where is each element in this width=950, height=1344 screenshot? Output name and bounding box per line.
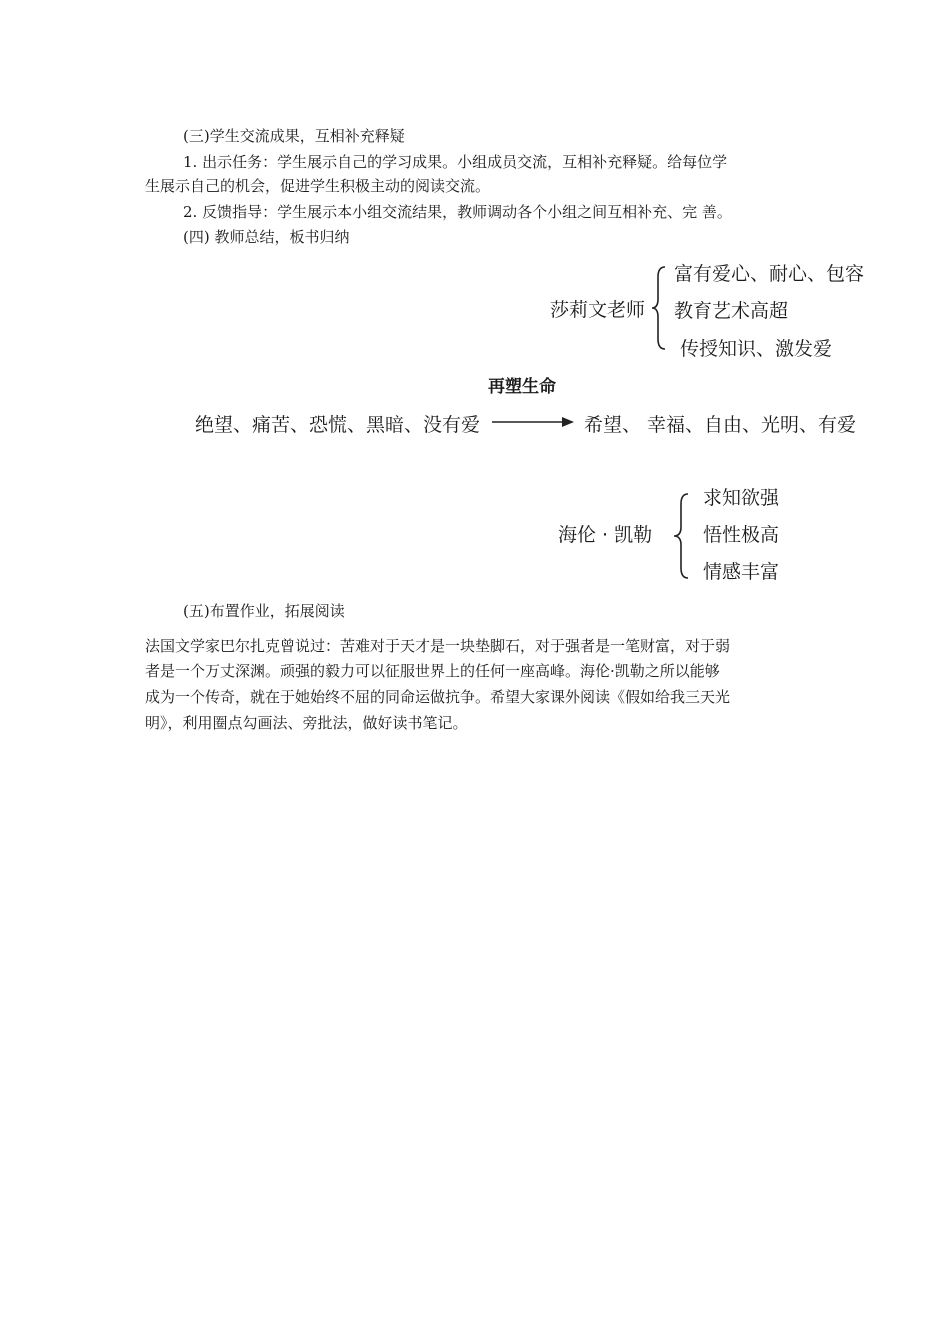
helen-trait-1: 求知欲强	[703, 487, 780, 509]
section3-item1-line2: 生展示自己的机会，促进学生积极主动的阅读交流。	[145, 177, 491, 195]
section5-line-2: 者是一个万丈深渊。顽强的毅力可以征服世界上的任何一座高峰。海伦·凯勒之所以能够	[145, 662, 720, 680]
section3-heading: (三)学生交流成果，互相补充释疑	[183, 127, 405, 145]
arrow-right-icon	[490, 412, 576, 432]
teacher-trait-3: 传授知识、激发爱	[680, 338, 833, 360]
after-state: 希望、 幸福、自由、光明、有爱	[584, 414, 857, 436]
helen-trait-2: 悟性极高	[703, 524, 780, 546]
section3-item2: 2. 反馈指导：学生展示本小组交流结果，教师调动各个小组之间互相补充、完 善。	[183, 203, 732, 221]
helen-name: 海伦 · 凯勒	[558, 524, 653, 546]
helen-trait-3: 情感丰富	[703, 561, 780, 583]
section3-item1-line1: 1. 出示任务：学生展示自己的学习成果。小组成员交流，互相补充释疑。给每位学	[183, 153, 728, 171]
helen-brace-icon	[672, 490, 692, 582]
section5-heading: (五)布置作业，拓展阅读	[183, 602, 345, 620]
board-title: 再塑生命	[488, 377, 556, 397]
section5-line-4: 明》，利用圈点勾画法、旁批法，做好读书笔记。	[145, 714, 468, 732]
section5-line-1: 法国文学家巴尔扎克曾说过：苦难对于天才是一块垫脚石，对于强者是一笔财富，对于弱	[145, 637, 731, 655]
teacher-trait-1: 富有爱心、耐心、包容	[674, 263, 865, 285]
before-state: 绝望、痛苦、恐慌、黑暗、没有爱	[195, 414, 481, 436]
teacher-trait-2: 教育艺术高超	[674, 300, 789, 322]
section4-heading: (四) 教师总结，板书归纳	[183, 228, 350, 246]
section5-line-3: 成为一个传奇，就在于她始终不屈的同命运做抗争。希望大家课外阅读《假如给我三天光	[145, 688, 731, 706]
teacher-name: 莎莉文老师	[550, 299, 646, 321]
teacher-brace-icon	[650, 263, 670, 353]
